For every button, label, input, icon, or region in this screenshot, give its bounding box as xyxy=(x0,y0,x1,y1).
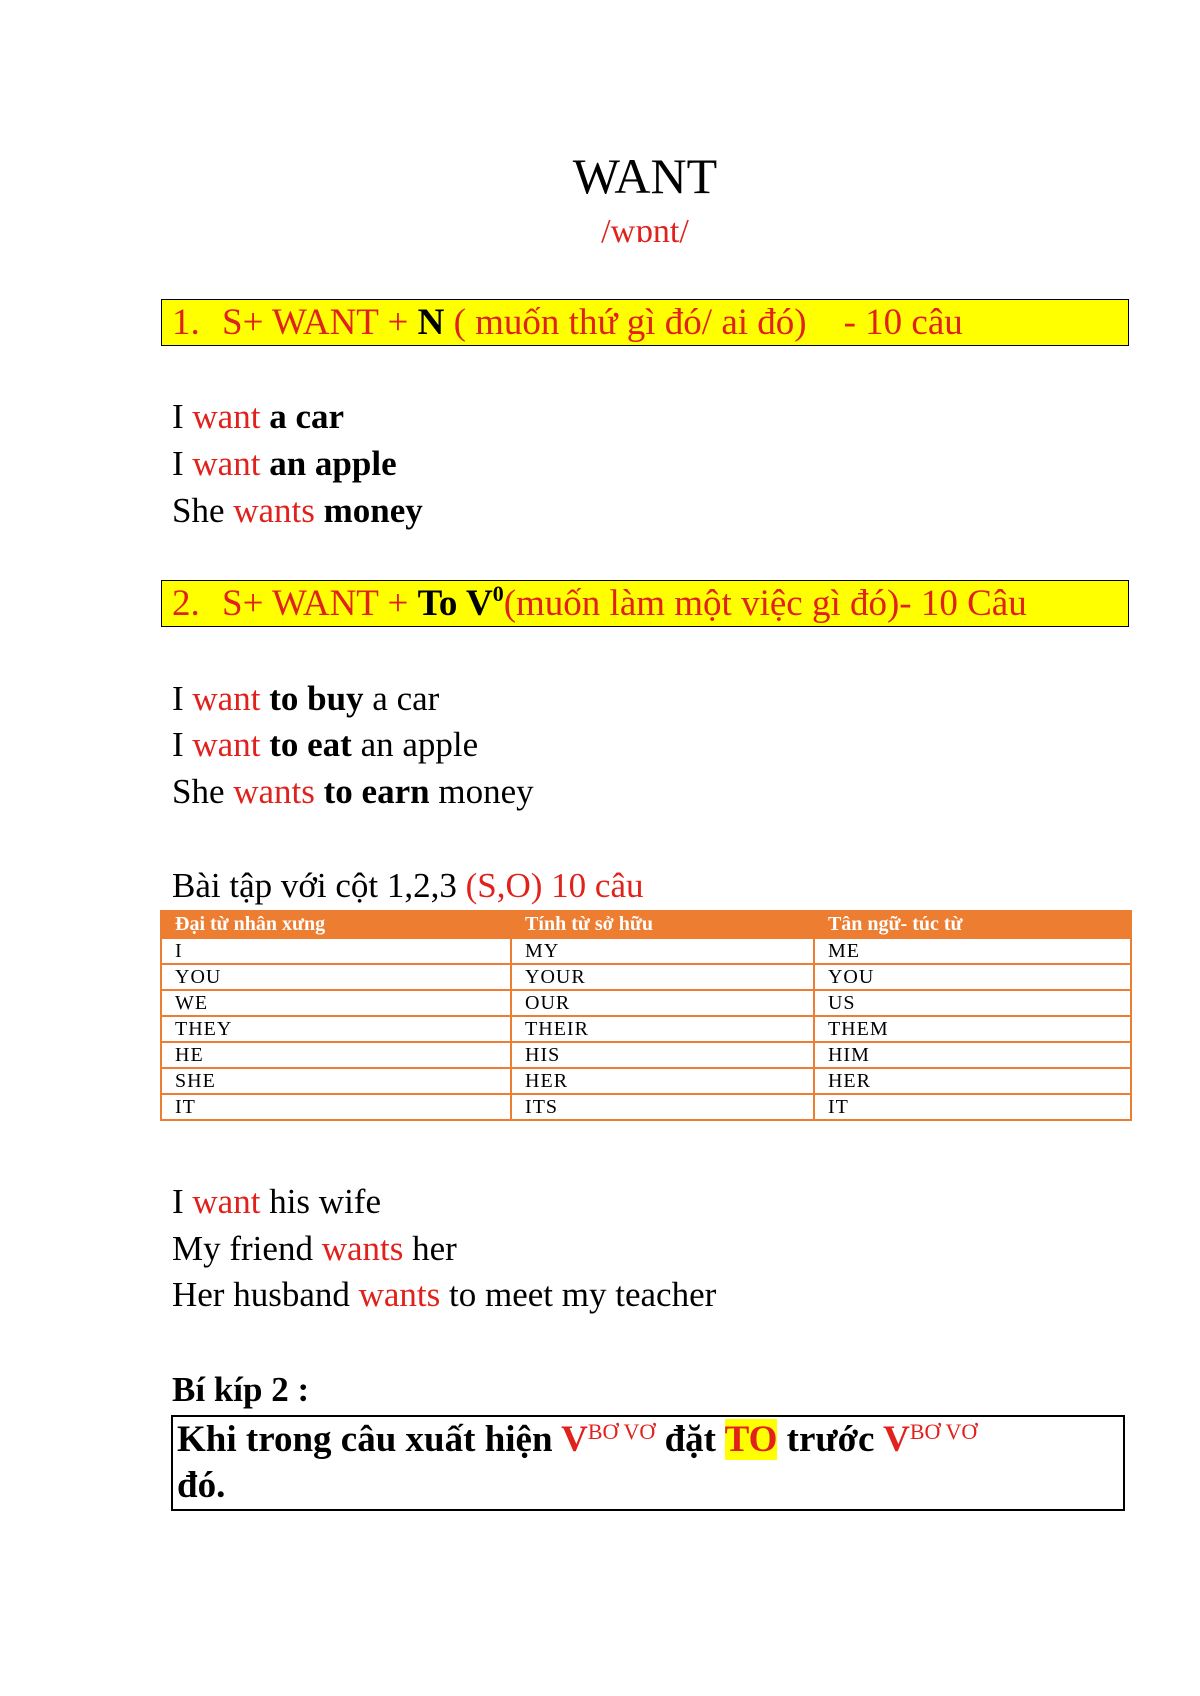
table-row xyxy=(161,1016,1131,1042)
example-infinitive: to eat xyxy=(269,725,352,764)
example-1-3 xyxy=(172,491,423,531)
example-subject: I xyxy=(172,397,184,436)
tip-text-1: Khi trong câu xuất hiện xyxy=(177,1419,553,1460)
example-rest: money xyxy=(438,772,534,811)
example-rest: an apple xyxy=(360,725,479,764)
table-cell: ME xyxy=(814,938,1131,964)
example-verb: wants xyxy=(233,772,315,811)
page-title: WANT xyxy=(572,148,718,204)
tip-heading: Bí kíp 2 : xyxy=(172,1370,310,1409)
example-verb: want xyxy=(192,397,261,436)
example-2-2 xyxy=(172,725,478,765)
tip-text-3: trước xyxy=(786,1419,875,1460)
example-subject: I xyxy=(172,725,184,764)
table-cell: HIS xyxy=(511,1042,814,1068)
example-subject: I xyxy=(172,444,184,483)
example-verb: wants xyxy=(358,1275,441,1314)
table-cell: YOUR xyxy=(511,964,814,990)
tip-box xyxy=(171,1415,1125,1511)
example-rest: to meet my teacher xyxy=(449,1275,717,1314)
exercise-red-text: (S,O) 10 câu xyxy=(465,866,644,905)
example-object: a car xyxy=(269,397,345,436)
example-verb: wants xyxy=(233,491,315,530)
phonetic-transcription: /wɒnt/ xyxy=(601,213,689,250)
table-cell: YOU xyxy=(814,964,1131,990)
table-cell: THEIR xyxy=(511,1016,814,1042)
table-header-row xyxy=(161,911,1131,938)
example-subject: Her husband xyxy=(172,1275,350,1314)
example-3-2 xyxy=(172,1229,457,1269)
example-1-1 xyxy=(172,397,344,437)
section-2-number: 2. xyxy=(172,583,200,624)
example-rest: his wife xyxy=(269,1182,381,1221)
table-row xyxy=(161,1042,1131,1068)
example-verb: want xyxy=(192,725,261,764)
example-2-3 xyxy=(172,772,534,812)
table-header-cell: Tân ngữ- túc từ xyxy=(814,911,1131,938)
tip-text-2: đặt xyxy=(664,1419,716,1460)
section-2-pattern-start: S+ WANT + xyxy=(222,583,418,624)
example-2-1 xyxy=(172,679,439,719)
example-subject: I xyxy=(172,679,184,718)
example-verb: want xyxy=(192,679,261,718)
section-1-pattern-start: S+ WANT + xyxy=(222,302,418,343)
example-3-3 xyxy=(172,1275,716,1315)
table-row xyxy=(161,1094,1131,1120)
table-cell: THEM xyxy=(814,1016,1131,1042)
tip-verb-1-sup: BƠ VƠ xyxy=(587,1419,656,1444)
table-cell: YOU xyxy=(161,964,511,990)
pronoun-table xyxy=(160,910,1132,1121)
table-cell: HE xyxy=(161,1042,511,1068)
example-object: money xyxy=(323,491,423,530)
example-verb: want xyxy=(192,1182,261,1221)
tip-to-highlight: TO xyxy=(724,1419,778,1460)
tip-verb-2: V xyxy=(883,1419,910,1460)
example-rest: a car xyxy=(372,679,440,718)
example-3-1 xyxy=(172,1182,381,1222)
tip-verb-1: V xyxy=(561,1419,588,1460)
table-cell: WE xyxy=(161,990,511,1016)
tip-text-4: đó. xyxy=(177,1465,226,1506)
table-cell: HIM xyxy=(814,1042,1131,1068)
example-infinitive: to buy xyxy=(269,679,364,718)
table-cell: I xyxy=(161,938,511,964)
section-1-pattern-end: ( muốn thứ gì đó/ ai đó) - 10 câu xyxy=(444,302,963,343)
table-row xyxy=(161,990,1131,1016)
table-cell: IT xyxy=(161,1094,511,1120)
table-cell: OUR xyxy=(511,990,814,1016)
table-cell: HER xyxy=(814,1068,1131,1094)
table-cell: US xyxy=(814,990,1131,1016)
example-subject: I xyxy=(172,1182,184,1221)
table-cell: SHE xyxy=(161,1068,511,1094)
table-cell: MY xyxy=(511,938,814,964)
table-row xyxy=(161,1068,1131,1094)
table-cell: HER xyxy=(511,1068,814,1094)
tip-verb-2-sup: BƠ VƠ xyxy=(909,1419,978,1444)
example-object: an apple xyxy=(269,444,397,483)
table-cell: ITS xyxy=(511,1094,814,1120)
exercise-text: Bài tập với cột 1,2,3 xyxy=(172,866,457,905)
table-row xyxy=(161,938,1131,964)
section-1-header xyxy=(161,299,1129,346)
section-2-pattern-sup: 0 xyxy=(492,581,504,606)
example-1-2 xyxy=(172,444,397,484)
exercise-label xyxy=(172,866,643,906)
example-verb: want xyxy=(192,444,261,483)
section-1-pattern-bold: N xyxy=(417,302,445,343)
example-subject: She xyxy=(172,772,225,811)
table-cell: THEY xyxy=(161,1016,511,1042)
section-1-number: 1. xyxy=(172,302,200,343)
example-rest: her xyxy=(412,1229,457,1268)
section-2-pattern-bold: To V xyxy=(417,583,493,624)
table-header-cell: Tính từ sở hữu xyxy=(511,911,814,938)
section-2-header xyxy=(161,580,1129,627)
example-verb: wants xyxy=(321,1229,404,1268)
table-cell: IT xyxy=(814,1094,1131,1120)
table-header-cell: Đại từ nhân xưng xyxy=(161,911,511,938)
table-row xyxy=(161,964,1131,990)
section-2-pattern-end: (muốn làm một việc gì đó)- 10 Câu xyxy=(503,583,1027,624)
example-subject: My friend xyxy=(172,1229,313,1268)
example-subject: She xyxy=(172,491,225,530)
example-infinitive: to earn xyxy=(323,772,430,811)
